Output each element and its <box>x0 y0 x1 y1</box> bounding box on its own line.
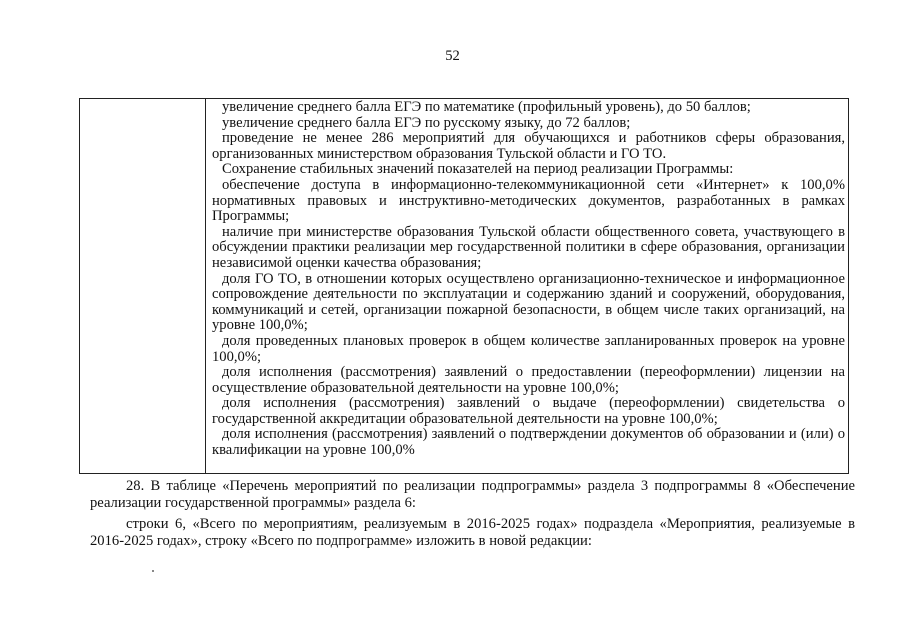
indicator-item: доля проведенных плановых проверок в общем количестве запланированных проверок на уровне 100,0%; <box>212 332 845 365</box>
paragraph-28 <box>90 478 855 512</box>
scan-speck <box>152 570 154 572</box>
indicator-item: доля исполнения (рассмотрения) заявлений о предоставлении (переоформлении) лицензии на осуществление образовательной деятельности на уровне 100,0%; <box>212 364 845 396</box>
table-column-divider <box>205 99 206 473</box>
indicator-item: обеспечение доступа в информационно-телекоммуникационной сети «Интернет» к 100,0% нормативных правовых и инструктивно-методических документов, разработанных в рамках Программы; <box>212 176 845 225</box>
program-indicators-table <box>79 98 849 474</box>
indicator-item: доля ГО ТО, в отношении которых осуществлено организационно-техническое и информационное сопровождение деятельности по эксплуатации и содержанию зданий и сооружений, оборудования, коммуникаций и сетей, организации пожарной безопасности, в общем числе таких организаций, на уровне 100,0%; <box>212 270 845 334</box>
paragraph-rows <box>90 516 855 550</box>
indicator-item: доля исполнения (рассмотрения) заявлений о подтверждении документов об образовании и (или) о квалификации на уровне 100,0% <box>212 426 845 459</box>
indicator-item: доля исполнения (рассмотрения) заявлений о выдаче (переоформлении) свидетельства о государственной аккредитации образовательной деятельности на уровне 100,0%; <box>212 395 845 427</box>
indicator-item: наличие при министерстве образования Тульской области общественного совета, участвующего в обсуждении практики реализации мер государственной политики в сфере образования, организации независимой оценки качества образования; <box>212 223 845 271</box>
indicator-item: проведение не менее 286 мероприятий для обучающихся и работников сферы образования, организованных министерством образования Тульской области и ГО ТО. <box>212 130 845 162</box>
indicators-cell <box>212 100 845 459</box>
paragraph-text: 28. В таблице «Перечень мероприятий по реализации подпрограммы» раздела 3 подпрограммы 8 «Обеспечение реализации государственной программы» раздела 6: <box>90 478 855 511</box>
indicator-item: увеличение среднего балла ЕГЭ по русскому языку, до 72 баллов; <box>222 114 631 131</box>
indicator-item: увеличение среднего балла ЕГЭ по математике (профильный уровень), до 50 баллов; <box>222 99 751 115</box>
paragraph-text: строки 6, «Всего по мероприятиям, реализуемым в 2016-2025 годах» подраздела «Мероприятия, реализуемые в 2016-2025 годах», строку «Всего по подпрограмме» изложить в новой редакции: <box>90 516 855 549</box>
page-number: 52 <box>445 48 460 64</box>
indicator-heading: Сохранение стабильных значений показателей на период реализации Программы: <box>222 161 734 178</box>
